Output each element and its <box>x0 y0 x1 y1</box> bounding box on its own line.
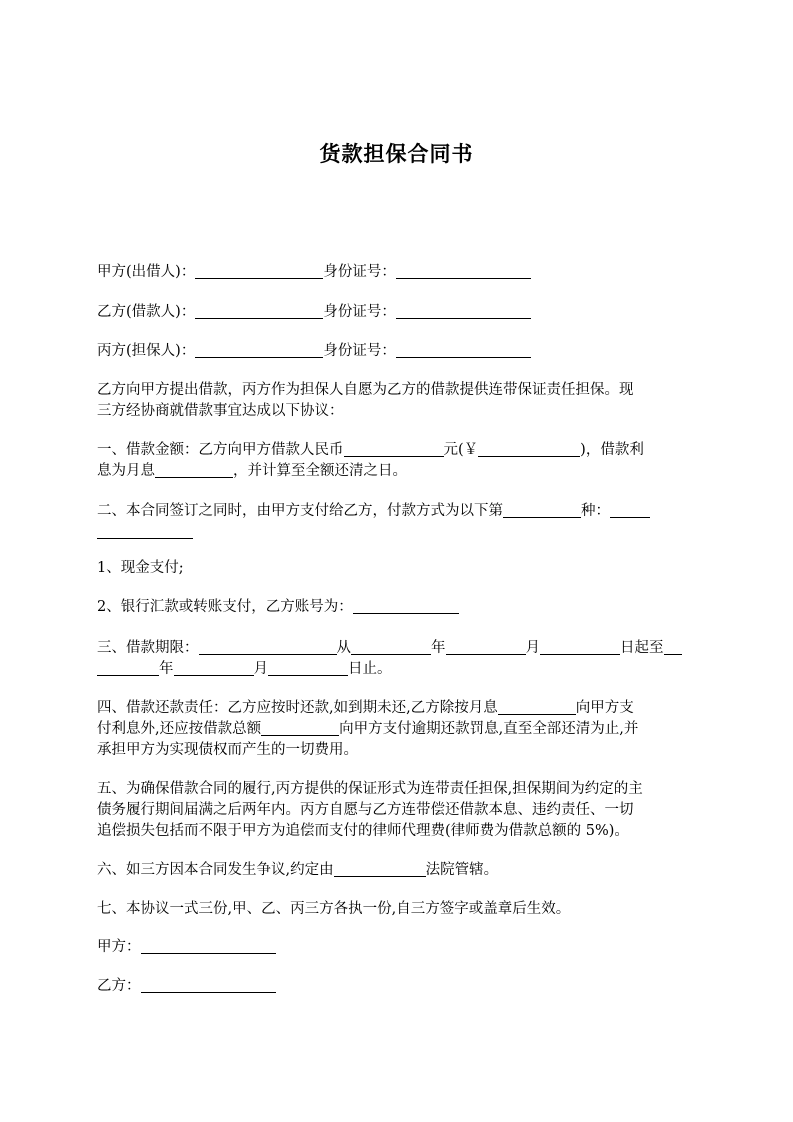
pay-option-bank-text: 2、银行汇款或转账支付，乙方账号为： <box>97 599 353 615</box>
signature-party-a <box>97 937 276 957</box>
clause-4-text-b: 向甲方支 <box>575 700 634 716</box>
court-field[interactable] <box>334 861 426 877</box>
party-b-label: 乙方(借款人)： <box>97 304 196 320</box>
party-b-id-label: 身份证号： <box>323 304 396 320</box>
clause-3-text-a: 三、借款期限： <box>97 640 199 656</box>
clause-1-line-2 <box>97 461 407 481</box>
clause-5-line-3: 追偿损失包括而不限于甲方为追偿而支付的律师代理费(律师费为借款总额的 5%)。 <box>97 823 629 839</box>
clause-2-line-2 <box>97 522 193 542</box>
party-c-label: 丙方(担保人)： <box>97 343 196 359</box>
end-year-label: 年 <box>159 661 174 677</box>
end-day-label: 日止。 <box>348 661 392 677</box>
end-year-field[interactable] <box>664 639 682 655</box>
signature-party-a-field[interactable] <box>141 938 276 954</box>
party-a-label: 甲方(出借人)： <box>97 264 196 280</box>
payment-method-number-field[interactable] <box>503 502 581 518</box>
clause-3-text-b: 从 <box>336 640 351 656</box>
party-c-name-field[interactable] <box>195 342 323 358</box>
intro-line-2: 三方经协商就借款事宜达成以下协议： <box>97 403 344 419</box>
party-c-id-field[interactable] <box>396 342 531 358</box>
clause-7-line: 七、本协议一式三份,甲、乙、丙三方各执一份,自三方签字或盖章后生效。 <box>97 901 571 917</box>
clause-3-line-1 <box>97 638 682 658</box>
clause-4-line-1 <box>97 698 634 718</box>
clause-1-line-1 <box>97 440 644 460</box>
clause-1-text-b: 元(￥ <box>443 442 479 458</box>
clause-4-line-3: 承担甲方为实现债权而产生的一切费用。 <box>97 742 358 758</box>
party-b-row <box>97 302 531 322</box>
party-a-row <box>97 262 531 282</box>
party-a-name-field[interactable] <box>195 263 323 279</box>
clause-4-text-c: 付利息外,还应按借款总额 <box>97 721 262 737</box>
clause-4-text-a: 四、借款还款责任：乙方应按时还款,如到期未还,乙方除按月息 <box>97 700 498 716</box>
clause-6-text-a: 六、如三方因本合同发生争议,约定由 <box>97 862 334 878</box>
pay-option-cash: 1、现金支付; <box>97 560 184 576</box>
loan-term-field[interactable] <box>199 639 337 655</box>
start-day-field[interactable] <box>540 639 620 655</box>
clause-5-line-2: 债务履行期间届满之后两年内。丙方自愿与乙方连带偿还借款本息、违约责任、一切 <box>97 802 634 818</box>
start-year-label: 年 <box>431 640 446 656</box>
party-b-id-field[interactable] <box>396 303 531 319</box>
start-year-field[interactable] <box>351 639 431 655</box>
start-month-label: 月 <box>525 640 540 656</box>
penalty-rate-field[interactable] <box>261 720 339 736</box>
clause-2-text-a: 二、本合同签订之同时，由甲方支付给乙方，付款方式为以下第 <box>97 503 503 519</box>
payment-method-field-cont[interactable] <box>97 523 193 539</box>
clause-1-text-d: 息为月息 <box>97 463 155 479</box>
intro-line-1: 乙方向甲方提出借款，丙方作为担保人自愿为乙方的借款提供连带保证责任担保。现 <box>97 382 634 398</box>
document-title: 货款担保合同书 <box>319 142 474 166</box>
party-a-id-field[interactable] <box>396 263 531 279</box>
start-month-field[interactable] <box>446 639 526 655</box>
end-month-field[interactable] <box>174 660 254 676</box>
party-a-id-label: 身份证号： <box>323 264 396 280</box>
signature-party-b-field[interactable] <box>141 977 276 993</box>
monthly-interest-field[interactable] <box>155 462 233 478</box>
clause-6-line <box>97 860 498 880</box>
clause-1-text-c: )，借款利 <box>580 442 644 458</box>
clause-5-line-1: 五、为确保借款合同的履行,丙方提供的保证形式为连带责任担保,担保期间为约定的主 <box>97 781 643 797</box>
signature-party-b <box>97 976 276 996</box>
end-month-label: 月 <box>253 661 268 677</box>
payment-method-field[interactable] <box>610 502 650 518</box>
account-number-field[interactable] <box>353 598 459 614</box>
clause-1-text-a: 一、借款金额：乙方向甲方借款人民币 <box>97 442 344 458</box>
clause-2-line-1 <box>97 501 650 521</box>
start-day-label: 日起至 <box>620 640 664 656</box>
party-c-row <box>97 341 531 361</box>
signature-party-b-label: 乙方： <box>97 978 141 994</box>
clause-4-line-2 <box>97 719 638 739</box>
end-day-field[interactable] <box>268 660 348 676</box>
party-b-name-field[interactable] <box>195 303 323 319</box>
clause-4-text-d: 向甲方支付逾期还款罚息,直至全部还清为止,并 <box>339 721 639 737</box>
signature-party-a-label: 甲方： <box>97 939 141 955</box>
clause-2-text-b: 种： <box>581 503 610 519</box>
overdue-interest-field[interactable] <box>498 699 576 715</box>
loan-amount-number-field[interactable] <box>478 441 580 457</box>
party-c-id-label: 身份证号： <box>323 343 396 359</box>
clause-3-line-2 <box>97 659 392 679</box>
pay-option-bank <box>97 597 459 617</box>
loan-amount-field[interactable] <box>344 441 444 457</box>
clause-1-text-e: ，并计算至全额还清之日。 <box>233 463 407 479</box>
clause-6-text-b: 法院管辖。 <box>425 862 499 878</box>
end-year-field-cont[interactable] <box>97 660 159 676</box>
